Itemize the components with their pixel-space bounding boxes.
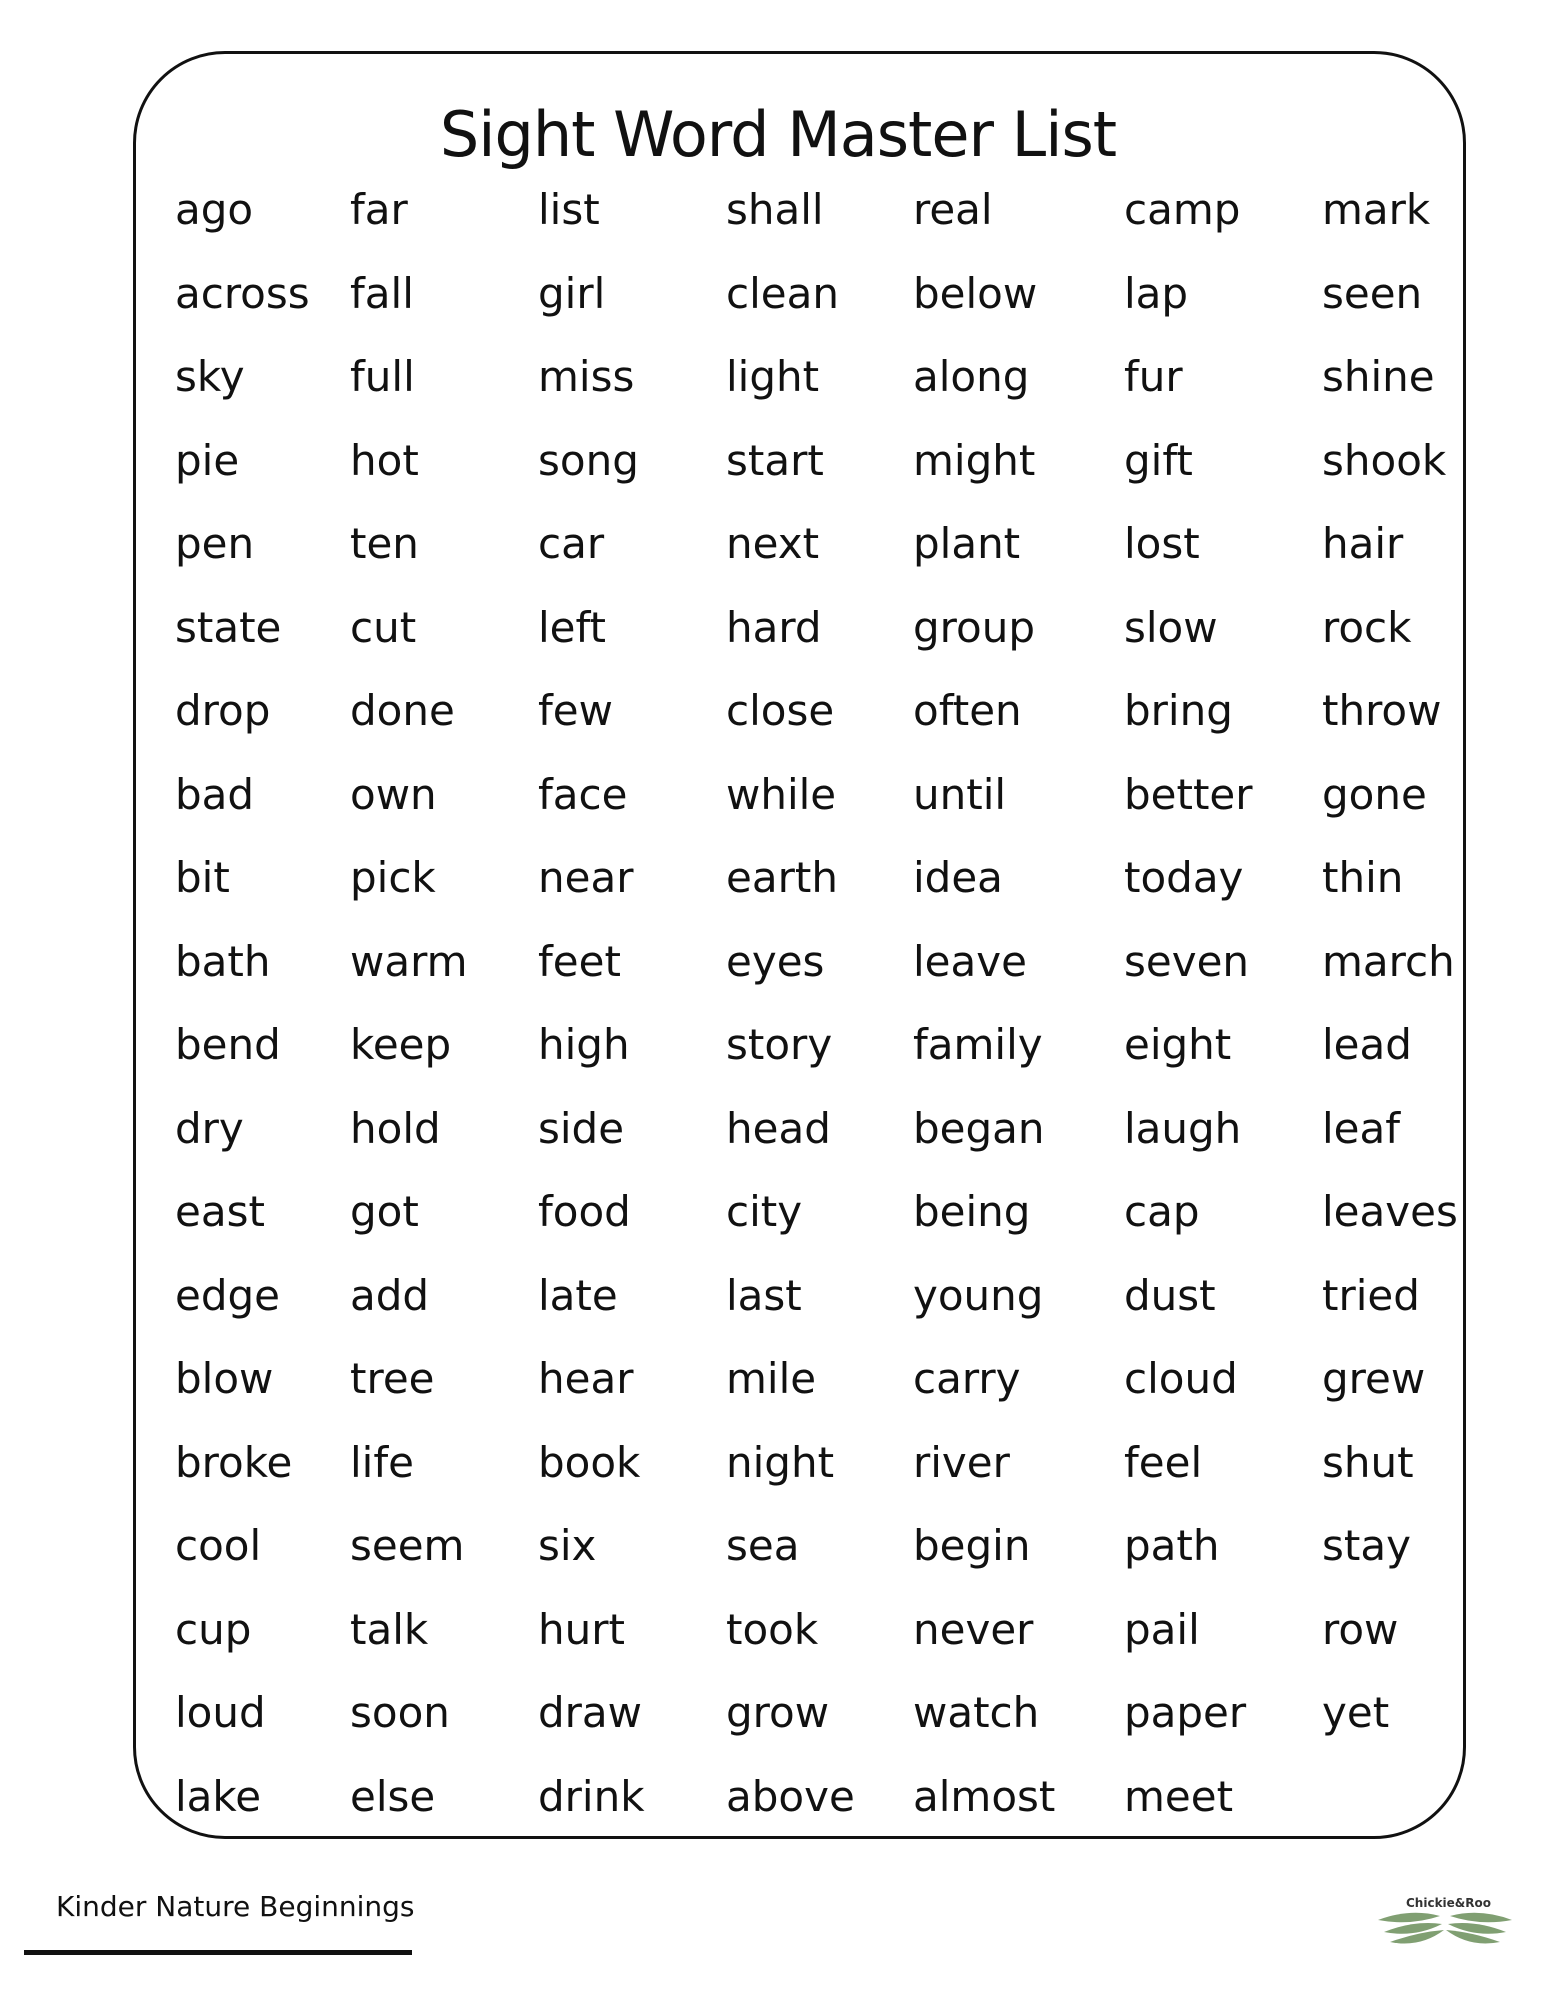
sight-word: throw	[1322, 686, 1442, 735]
sight-word: food	[538, 1187, 631, 1236]
sight-word: carry	[913, 1354, 1021, 1403]
sight-word: drop	[175, 686, 271, 735]
sight-word: list	[538, 185, 600, 234]
sight-word: got	[350, 1187, 419, 1236]
sight-word: girl	[538, 268, 606, 318]
sight-word: row	[1322, 1604, 1399, 1654]
sight-word: left	[538, 602, 607, 652]
sight-word: being	[913, 1187, 1031, 1236]
sight-word: own	[350, 769, 437, 819]
sight-word: stay	[1322, 1521, 1411, 1570]
sight-word: group	[913, 602, 1035, 652]
sight-word: fur	[1124, 352, 1183, 401]
sight-word: tree	[350, 1354, 435, 1403]
sight-word: took	[726, 1604, 819, 1654]
sight-word: grew	[1322, 1354, 1426, 1403]
sight-word: began	[913, 1103, 1045, 1153]
sight-word: leaves	[1322, 1187, 1458, 1236]
sight-word: life	[350, 1437, 414, 1487]
sight-word: drink	[538, 1771, 645, 1821]
sight-word: family	[913, 1020, 1043, 1069]
sight-word: seem	[350, 1521, 465, 1570]
page-title: Sight Word Master List	[439, 98, 1117, 171]
sight-word: talk	[350, 1604, 429, 1654]
sight-word: hot	[350, 435, 419, 485]
sight-word: path	[1124, 1521, 1220, 1570]
sight-word: pick	[350, 853, 436, 902]
sight-word: today	[1124, 853, 1244, 902]
sight-word: book	[538, 1437, 641, 1487]
sight-word: bring	[1124, 686, 1233, 735]
sight-word: cut	[350, 602, 417, 652]
footer-underline	[24, 1950, 412, 1955]
sight-word: feet	[538, 936, 621, 986]
sight-word: leave	[913, 936, 1027, 986]
sight-word: lost	[1124, 519, 1200, 568]
sight-word: cool	[175, 1521, 262, 1570]
sight-word: clean	[726, 268, 839, 318]
sight-word: hard	[726, 602, 822, 652]
sight-word: shut	[1322, 1437, 1414, 1487]
sight-word: until	[913, 769, 1007, 819]
sight-word: river	[913, 1437, 1010, 1487]
sight-word: real	[913, 185, 993, 234]
sight-word: watch	[913, 1688, 1040, 1737]
sight-word: ten	[350, 519, 419, 568]
sight-word: bad	[175, 769, 255, 819]
sight-word: rock	[1322, 602, 1412, 652]
sight-word: hair	[1322, 519, 1404, 568]
sight-word: camp	[1124, 185, 1241, 234]
sight-word: shine	[1322, 352, 1435, 401]
sight-word: bend	[175, 1020, 281, 1069]
sight-word: bit	[175, 853, 230, 902]
sight-word: sea	[726, 1521, 800, 1570]
sight-word: loud	[175, 1688, 266, 1737]
sight-word: keep	[350, 1020, 452, 1069]
sight-word: song	[538, 435, 639, 485]
sight-word: seen	[1322, 268, 1423, 318]
word-grid	[175, 185, 1458, 1845]
sight-word: march	[1322, 936, 1455, 986]
sight-word: young	[913, 1270, 1044, 1320]
sight-word: lap	[1124, 268, 1189, 318]
sight-word: next	[726, 519, 820, 568]
sight-word: shall	[726, 185, 824, 234]
sight-word: side	[538, 1103, 625, 1153]
sight-word: car	[538, 519, 605, 568]
sight-word: blow	[175, 1354, 274, 1403]
sight-word: far	[350, 185, 408, 234]
sight-word: state	[175, 602, 282, 652]
sight-word: across	[175, 268, 310, 318]
sight-word: tried	[1322, 1270, 1420, 1320]
sight-word: meet	[1124, 1771, 1234, 1821]
sight-word: high	[538, 1020, 630, 1069]
sight-word: pen	[175, 519, 255, 568]
sight-word: gone	[1322, 769, 1427, 819]
sight-word: few	[538, 686, 613, 735]
sight-word: laugh	[1124, 1103, 1242, 1153]
sight-word: east	[175, 1187, 265, 1236]
sight-word: feel	[1124, 1437, 1203, 1487]
sight-word: miss	[538, 352, 635, 401]
sight-word: hurt	[538, 1604, 625, 1654]
sight-word: hold	[350, 1103, 441, 1153]
sight-word: start	[726, 435, 824, 485]
sight-word: six	[538, 1521, 597, 1570]
sight-word: almost	[913, 1771, 1056, 1821]
sight-word: never	[913, 1604, 1034, 1654]
sight-word: ago	[175, 185, 254, 234]
sight-word: yet	[1322, 1688, 1390, 1737]
footer-brand: Kinder Nature Beginnings	[56, 1890, 415, 1923]
sight-word: cap	[1124, 1187, 1200, 1236]
sight-word: grow	[726, 1688, 830, 1737]
sight-word: begin	[913, 1521, 1031, 1570]
sight-word: cup	[175, 1604, 252, 1654]
sight-word: mile	[726, 1354, 817, 1403]
sight-word: better	[1124, 769, 1253, 819]
sight-word: sky	[175, 352, 245, 401]
sight-word: hear	[538, 1354, 634, 1403]
sight-word: near	[538, 853, 634, 902]
sight-word: plant	[913, 519, 1021, 568]
sight-word: edge	[175, 1270, 280, 1320]
sight-word: close	[726, 686, 835, 735]
sight-word: paper	[1124, 1688, 1247, 1737]
sight-word: add	[350, 1270, 430, 1320]
sight-word: mark	[1322, 185, 1431, 234]
sight-word: last	[726, 1270, 802, 1320]
sight-word: draw	[538, 1688, 643, 1737]
sight-word: dust	[1124, 1270, 1216, 1320]
sight-word: done	[350, 686, 455, 735]
sight-word: pie	[175, 435, 240, 485]
sight-word: slow	[1124, 602, 1218, 652]
sight-word: bath	[175, 936, 271, 986]
sight-word: night	[726, 1437, 835, 1487]
sight-word: above	[726, 1771, 855, 1821]
sight-word: cloud	[1124, 1354, 1238, 1403]
leaf-logo-icon	[1370, 1880, 1520, 1950]
sight-word: along	[913, 352, 1030, 401]
sight-word: leaf	[1322, 1103, 1401, 1153]
logo-text: Chickie&Roo	[1406, 1896, 1492, 1910]
sight-word: warm	[350, 936, 468, 986]
sight-word: idea	[913, 853, 1003, 902]
sight-word: story	[726, 1020, 833, 1069]
sight-word: below	[913, 268, 1038, 318]
sight-word: eyes	[726, 936, 825, 986]
sight-word: head	[726, 1103, 831, 1153]
sight-word: lake	[175, 1771, 262, 1821]
sight-word: else	[350, 1771, 436, 1821]
sight-word: city	[726, 1187, 803, 1236]
sight-word: light	[726, 352, 820, 401]
sight-word: broke	[175, 1437, 293, 1487]
sight-word: eight	[1124, 1020, 1232, 1069]
sight-word: late	[538, 1270, 618, 1320]
sight-word: full	[350, 352, 415, 401]
sight-word: lead	[1322, 1020, 1412, 1069]
sight-word: thin	[1322, 853, 1404, 902]
sight-word: while	[726, 769, 837, 819]
sight-word: seven	[1124, 936, 1250, 986]
sight-word: pail	[1124, 1604, 1200, 1654]
sight-word: earth	[726, 853, 838, 902]
sight-word: shook	[1322, 435, 1447, 485]
sight-word: dry	[175, 1103, 244, 1153]
sight-word: fall	[350, 268, 414, 318]
sight-word: might	[913, 435, 1036, 485]
sight-word: often	[913, 686, 1022, 735]
sight-word: face	[538, 769, 628, 819]
sight-word: gift	[1124, 435, 1193, 485]
sight-word: soon	[350, 1688, 450, 1737]
